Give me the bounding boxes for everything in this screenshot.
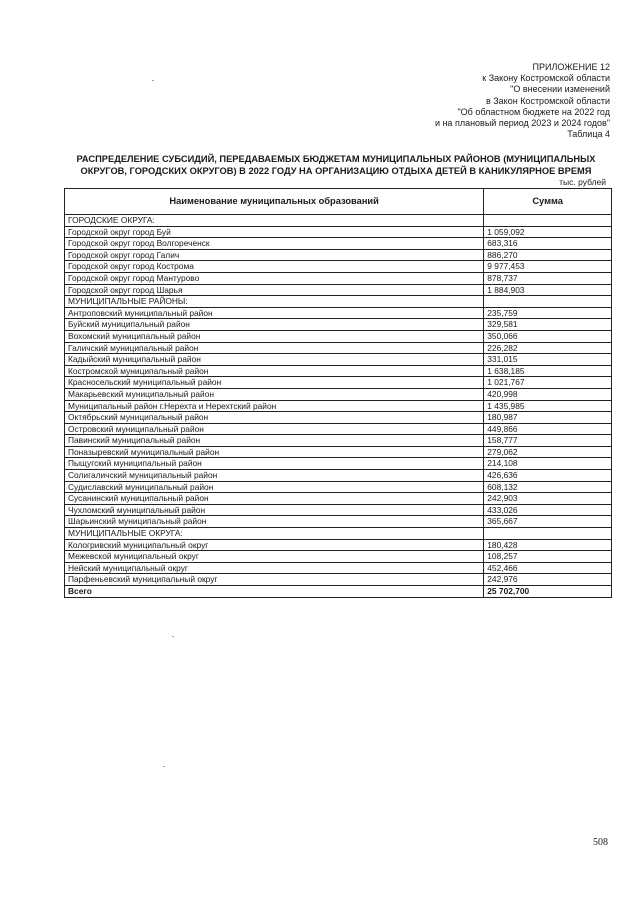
subsidy-amount: 350,066 [484,330,612,342]
scan-speck [172,636,174,637]
subsidy-amount: 452,466 [484,562,612,574]
appendix-line: и на плановый период 2023 и 2024 годов" [434,118,610,129]
municipality-name: Судиславский муниципальный район [65,481,484,493]
municipality-name: Парфеньевский муниципальный округ [65,574,484,586]
table-row [65,284,612,296]
municipality-name: Красносельский муниципальный район [65,377,484,389]
municipality-name: Сусанинский муниципальный район [65,493,484,505]
total-row [65,586,612,598]
table-row [65,481,612,493]
municipality-name: Шарьинский муниципальный район [65,516,484,528]
column-header-name: Наименование муниципальных образований [65,189,484,215]
subsidy-amount: 158,777 [484,435,612,447]
table-row [65,388,612,400]
page-number: 508 [593,837,608,848]
table-row [65,458,612,470]
appendix-line: Таблица 4 [567,129,610,140]
subsidy-amount: 608,132 [484,481,612,493]
scan-speck [163,766,165,767]
title-line: РАСПРЕДЕЛЕНИЕ СУБСИДИЙ, ПЕРЕДАВАЕМЫХ БЮДЖЕТАМ МУНИЦИПАЛЬНЫХ РАЙОНОВ (МУНИЦИПАЛЬНЫХ [76,154,596,164]
municipality-name: Антроповский муниципальный район [65,307,484,319]
appendix-line: к Закону Костромской области [482,73,610,84]
table-row [65,493,612,505]
municipality-name: Всего [65,586,484,598]
subsidy-amount: 365,667 [484,516,612,528]
municipality-name: ГОРОДСКИЕ ОКРУГА: [65,215,484,227]
table-header-row [65,189,612,215]
municipality-name: Чухломский муниципальный район [65,504,484,516]
table-row [65,272,612,284]
table-row [65,412,612,424]
subsidy-amount: 25 702,700 [484,586,612,598]
municipality-name: Павинский муниципальный район [65,435,484,447]
subsidy-amount: 426,636 [484,470,612,482]
table-row [65,238,612,250]
table-row [65,342,612,354]
subsidy-amount: 242,903 [484,493,612,505]
table-row [65,551,612,563]
appendix-block [310,62,610,140]
column-header-sum: Сумма [484,189,612,215]
subsidy-amount: 180,428 [484,539,612,551]
subsidy-amount: 1 021,767 [484,377,612,389]
subsidy-amount: 329,581 [484,319,612,331]
table-row [65,539,612,551]
appendix-line: "Об областном бюджете на 2022 год [457,106,610,117]
subsidy-amount: 1 884,903 [484,284,612,296]
table-row [65,354,612,366]
municipality-name: Солигаличский муниципальный район [65,470,484,482]
table-row [65,261,612,273]
appendix-line: ПРИЛОЖЕНИЕ 12 [532,62,610,72]
table-row [65,423,612,435]
subsidy-amount [484,296,612,308]
subsidy-amount: 420,998 [484,388,612,400]
municipality-name: Городской округ город Кострома [65,261,484,273]
municipality-name: Пыщугский муниципальный район [65,458,484,470]
municipality-name: Костромской муниципальный район [65,365,484,377]
table-row [65,470,612,482]
subsidy-amount: 1 638,185 [484,365,612,377]
municipality-name: МУНИЦИПАЛЬНЫЕ ОКРУГА: [65,528,484,540]
table-row [65,249,612,261]
appendix-line: в Закон Костромской области [485,95,610,106]
subsidy-amount: 9 977,453 [484,261,612,273]
subsidy-amount: 331,015 [484,354,612,366]
subsidy-amount [484,528,612,540]
table-row [65,516,612,528]
title-line: ОКРУГОВ, ГОРОДСКИХ ОКРУГОВ) В 2022 ГОДУ НА ОРГАНИЗАЦИЮ ОТДЫХА ДЕТЕЙ В КАНИКУЛЯРНОЕ ВРЕМЯ [80,165,592,176]
municipality-name: Макарьевский муниципальный район [65,388,484,400]
municipality-name: Городской округ город Галич [65,249,484,261]
table-row [65,400,612,412]
subsidy-amount: 683,316 [484,238,612,250]
municipality-name: Муниципальный район г.Нерехта и Нерехтский район [65,400,484,412]
municipality-name: Островский муниципальный район [65,423,484,435]
appendix-line: "О внесении изменений [510,84,610,95]
municipality-name: Кологривский муниципальный округ [65,539,484,551]
table-row [65,319,612,331]
units-note: тыс. рублей [559,177,606,187]
municipality-name: Вохомский муниципальный район [65,330,484,342]
subsidy-amount: 242,976 [484,574,612,586]
table-row [65,435,612,447]
table-row [65,562,612,574]
scan-speck [152,80,154,81]
section-row [65,528,612,540]
document-title [62,154,610,177]
municipality-name: Городской округ город Шарья [65,284,484,296]
table-row [65,504,612,516]
section-row [65,296,612,308]
subsidy-table [64,188,612,598]
municipality-name: Поназыревский муниципальный район [65,446,484,458]
subsidy-amount: 878,737 [484,272,612,284]
section-row [65,215,612,227]
subsidy-amount: 279,062 [484,446,612,458]
subsidy-amount: 214,108 [484,458,612,470]
municipality-name: Нейский муниципальный округ [65,562,484,574]
table-body [65,215,612,598]
subsidy-amount: 180,987 [484,412,612,424]
table-row [65,226,612,238]
municipality-name: Буйский муниципальный район [65,319,484,331]
table-row [65,330,612,342]
subsidy-amount: 1 435,985 [484,400,612,412]
municipality-name: Городской округ город Буй [65,226,484,238]
subsidy-amount: 235,759 [484,307,612,319]
municipality-name: Межевской муниципальный округ [65,551,484,563]
subsidy-amount: 226,282 [484,342,612,354]
subsidy-amount [484,215,612,227]
municipality-name: Городской округ город Мантурово [65,272,484,284]
municipality-name: Городской округ город Волгореченск [65,238,484,250]
subsidy-amount: 886,270 [484,249,612,261]
municipality-name: Октябрьский муниципальный район [65,412,484,424]
subsidy-amount: 108,257 [484,551,612,563]
subsidy-amount: 433,026 [484,504,612,516]
municipality-name: МУНИЦИПАЛЬНЫЕ РАЙОНЫ: [65,296,484,308]
table-row [65,377,612,389]
table-row [65,446,612,458]
municipality-name: Кадыйский муниципальный район [65,354,484,366]
subsidy-amount: 1 059,092 [484,226,612,238]
table-row [65,365,612,377]
municipality-name: Галичский муниципальный район [65,342,484,354]
table-row [65,574,612,586]
subsidy-amount: 449,866 [484,423,612,435]
table-row [65,307,612,319]
